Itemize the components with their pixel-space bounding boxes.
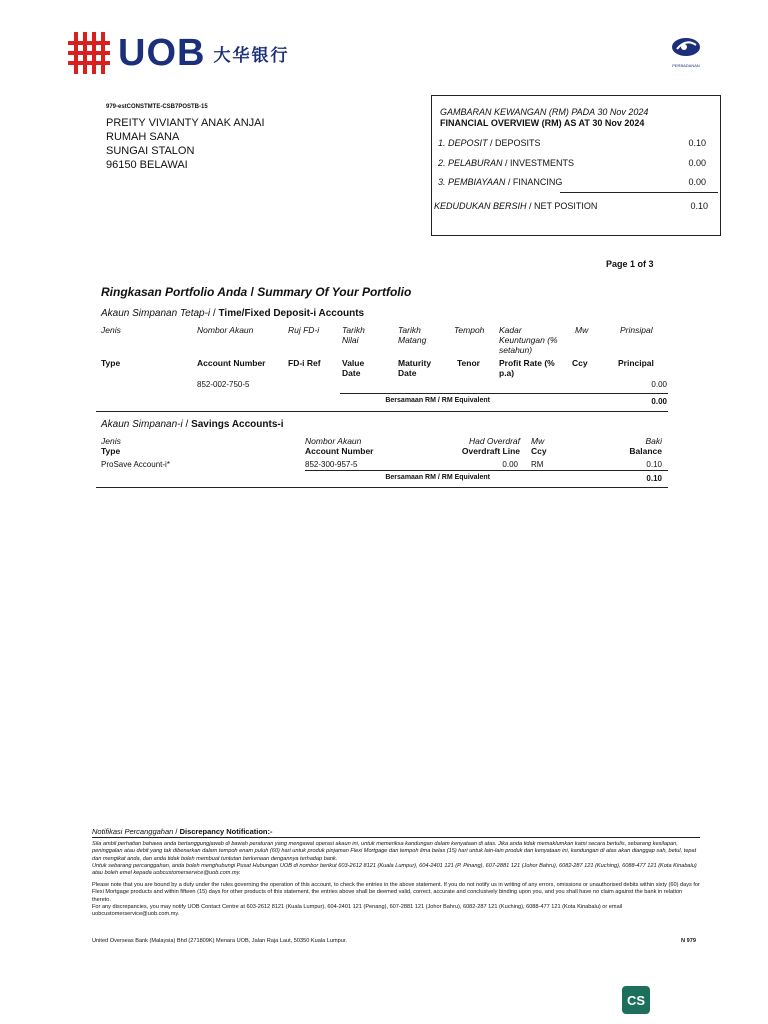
savings-title-en: Savings Accounts-i (191, 419, 284, 430)
fd-header-value-date-ms: Tarikh Nilai (342, 325, 365, 345)
fd-header-principal: Principal (618, 358, 654, 368)
section-divider (96, 411, 668, 412)
fd-header-type: Type (101, 358, 121, 368)
row-label-ms: KEDUDUKAN BERSIH (434, 201, 527, 211)
fd-title-en: Time/Fixed Deposit-i Accounts (218, 308, 365, 319)
fd-header-account: Account Number (197, 358, 266, 368)
recipient-address (106, 116, 265, 172)
fd-header-ccy-ms: Mw (575, 325, 589, 335)
row-label-en: FINANCING (512, 177, 563, 187)
fd-header-maturity: Maturity Date (398, 358, 432, 378)
savings-header-balance: Balance (629, 446, 662, 456)
notice-rule (92, 837, 700, 838)
fd-header-ref: FD-i Ref (288, 358, 321, 368)
brand-chinese-name: 大华银行 (213, 45, 290, 66)
row-value: 0.00 (688, 158, 706, 168)
row-label-en: DEPOSITS (495, 138, 541, 148)
row-label-ms: 1. DEPOSIT (438, 138, 488, 148)
brand-name: UOB (118, 31, 206, 74)
row-label-ms: 2. PELABURAN (438, 158, 503, 168)
section-end-divider (96, 487, 668, 488)
uob-logo-mark-icon (68, 32, 110, 74)
address-line: PREITY VIVIANTY ANAK ANJAI (106, 117, 265, 129)
notice-en-contact: For any discrepancies, you may notify UOB Contact Centre at 603-2612 8121 (Kuala Lumpur), 604-2401 121 (Penang), 607-2881 121 (Johor Bahru), 6082-287 121 (Kuching), 6088-477 121 (Kota Kinabalu) or email uobcustomerservice@uob.com.my. (92, 903, 623, 918)
row-label-en: INVESTMENTS (510, 158, 575, 168)
fd-equiv-label-full: Bersamaan RM / RM Equivalent (385, 397, 490, 404)
savings-account-number: 852-300-957-5 (305, 460, 358, 469)
financial-overview-box (431, 95, 721, 236)
savings-header-type: Type (101, 446, 121, 456)
row-label-ms: 3. PEMBIAYAAN (438, 177, 506, 187)
savings-ccy: RM (531, 460, 544, 469)
discrepancy-notice (92, 828, 700, 918)
savings-header-overdraft-ms: Had Overdraf (468, 436, 520, 446)
fd-header-maturity-ms: Tarikh Matang (398, 325, 427, 345)
fd-equiv-rule (340, 393, 668, 394)
fd-header-ccy: Ccy (572, 358, 588, 368)
summary-title-ms: Ringkasan Portfolio Anda (101, 285, 248, 299)
page-number: Page 1 of 3 (606, 259, 654, 269)
pidm-emblem-icon (669, 36, 703, 58)
savings-equiv-label: Bersamaan RM / RM Equivalent (385, 474, 490, 481)
pidm-logo (666, 36, 706, 68)
overview-row-net-position: KEDUDUKAN BERSIH / NET POSITION 0.10 (434, 201, 708, 211)
fd-header-rate: Profit Rate (% p.a) (499, 358, 555, 378)
fd-header-value-date: Value Date (342, 358, 365, 378)
bank-address-footer: United Overseas Bank (Malaysia) Bhd (271809K) Menara UOB, Jalan Raja Laut, 50350 Kuala Lumpur. (92, 938, 347, 944)
address-line: RUMAH SANA (106, 131, 180, 143)
fd-account-number: 852-002-750-5 (197, 380, 250, 389)
overview-title-en: FINANCIAL OVERVIEW (RM) AS AT 30 Nov 2024 (440, 118, 645, 128)
fd-header-ref-ms: Ruj FD-i (288, 325, 320, 335)
notice-title: Notifikasi Percanggahan / Discrepancy Notification:- (92, 827, 273, 836)
savings-balance: 0.10 (646, 460, 662, 469)
address-line: SUNGAI STALON (106, 145, 195, 157)
overview-row-deposits: 1. DEPOSIT / DEPOSITS 0.10 (438, 138, 706, 148)
pidm-label: PERBADANAN (672, 63, 700, 68)
notice-title-en: Discrepancy Notification:- (179, 827, 273, 836)
fd-header-tenor: Tenor (457, 358, 480, 368)
notice-ms-contact: Untuk sebarang percanggahan, anda boleh menghubungi Pusat Hubungan UOB di nombor berikut 603-2612 8121 (Kuala Lumpur), 604-2401 121 (P. Pinang), 607-2881 121 (Johor Bahru), 6082-287 121 (Kuching), 6088-477 121 (Kota Kinabalu) atau boleh emel kepada uobcustomerservice@uob.com.my. (92, 862, 697, 877)
overview-divider (560, 192, 718, 193)
fd-equiv-value: 0.00 (651, 397, 667, 406)
savings-header-type-ms: Jenis (101, 436, 121, 446)
uob-logo (68, 30, 289, 76)
notice-title-ms: Notifikasi Percanggahan (92, 827, 174, 836)
savings-equiv-rule (305, 470, 668, 471)
row-label-en: NET POSITION (534, 201, 598, 211)
notice-ms-paragraph: Sila ambil perhatian bahawa anda bertanggungjawab di bawah peraturan yang mengawal operasi akaun ini, untuk memeriksa kandungan dalam kenyataan di atas. Jika anda tidak memaklumkan kami secara bertulis, sebarang kesilapan, peninggalan atau debit yang tak dibenarkan dalam tempoh enam puluh (60) hari untuk produk pinjaman Flexi Mortgage dan tempoh lima belas (15) hari untuk lain-lain produk dan kenyataan ini, kandungan di atas akan dianggap sah, betul, tepat dan mengikat anda, dan anda tidak boleh membuat tuntutan berkenaan dengannya terhadap bank. (92, 841, 697, 862)
row-value: 0.00 (688, 177, 706, 187)
savings-header-ccy: Ccy (531, 446, 547, 456)
fd-header-tenor-ms: Tempoh (454, 325, 485, 335)
statement-reference: 979-estCONSTMTE-CSB7POSTB-15 (106, 104, 208, 110)
row-value: 0.10 (688, 138, 706, 148)
fd-title-ms: Akaun Simpanan Tetap-i (101, 308, 211, 319)
fd-principal: 0.00 (651, 380, 667, 389)
savings-header-account: Account Number (305, 446, 374, 456)
summary-title: Ringkasan Portfolio Anda / Summary Of Your Portfolio (101, 285, 412, 299)
address-line: 96150 BELAWAI (106, 159, 188, 171)
notice-en-paragraph: Please note that you are bound by a duty under the rules governing the operation of this account, to check the entries in the above statement. If you do not notify us in writing of any errors, omissions or unauthorised debits within sixty (60) days for Flexi Mortgage products and within fifteen (15) days for other products of this statement, the entries above shall be deemed valid, correct, accurate and conclusively binding upon you, and you shall have no claim against the bank in relation thereto. (92, 882, 700, 903)
fd-header-account-ms: Nombor Akaun (197, 325, 254, 335)
savings-section-title: Akaun Simpanan-i / Savings Accounts-i (101, 419, 284, 430)
row-value: 0.10 (690, 201, 708, 211)
savings-header-account-ms: Nombor Akaun (305, 436, 362, 446)
overview-row-investments: 2. PELABURAN / INVESTMENTS 0.00 (438, 158, 706, 168)
savings-overdraft: 0.00 (502, 460, 518, 469)
fd-header-principal-ms: Prinsipal (620, 325, 653, 335)
fd-header-rate-ms: Kadar Keuntungan (% setahun) (499, 325, 558, 355)
savings-header-overdraft: Overdraft Line (461, 446, 520, 456)
overview-title-ms: GAMBARAN KEWANGAN (RM) PADA 30 Nov 2024 (440, 107, 649, 117)
footer-code: N 979 (681, 938, 696, 944)
savings-equiv-value: 0.10 (646, 474, 662, 483)
camscanner-watermark-icon: CS (622, 986, 650, 1014)
overview-row-financing: 3. PEMBIAYAAN / FINANCING 0.00 (438, 177, 706, 187)
savings-type: ProSave Account-i* (101, 460, 170, 469)
fd-header-type-ms: Jenis (101, 325, 121, 335)
savings-header-ccy-ms: Mw (531, 436, 545, 446)
fd-section-title: Akaun Simpanan Tetap-i / Time/Fixed Deposit-i Accounts (101, 308, 365, 319)
savings-title-ms: Akaun Simpanan-i (101, 419, 183, 430)
savings-header-balance-ms: Baki (645, 436, 662, 446)
summary-title-en: Summary Of Your Portfolio (257, 285, 412, 299)
